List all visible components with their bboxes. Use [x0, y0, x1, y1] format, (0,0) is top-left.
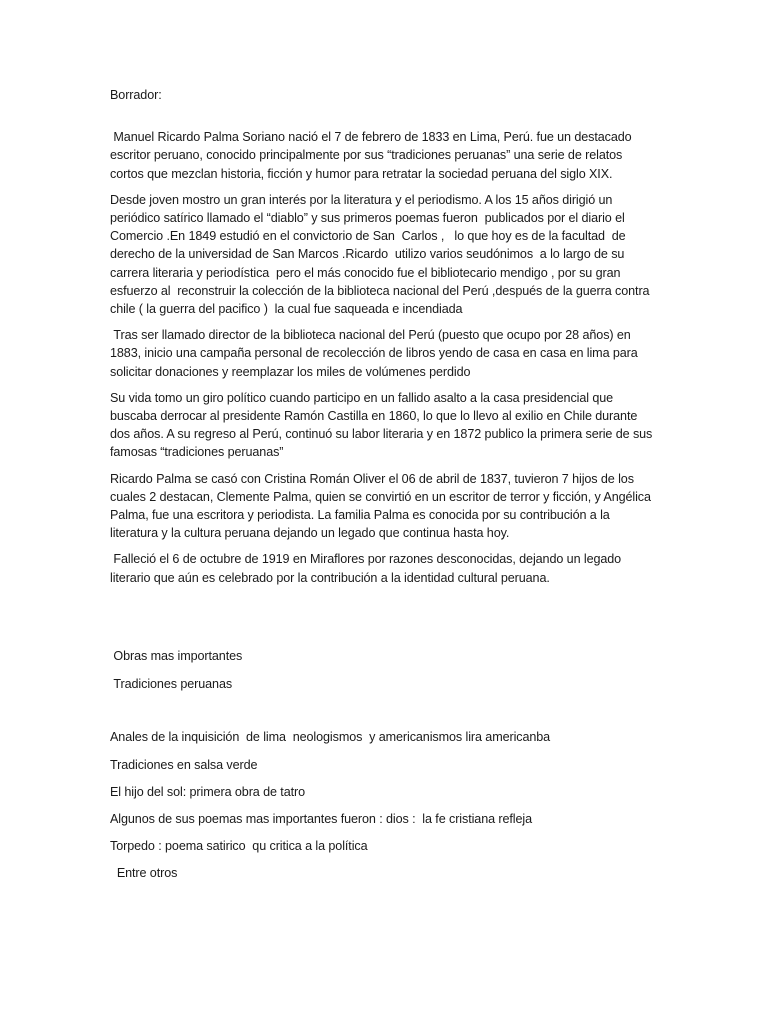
- list-item: Torpedo : poema satirico qu critica a la política: [110, 839, 368, 854]
- list-item: Anales de la inquisición de lima neologismos y americanismos lira americanba: [110, 730, 551, 745]
- works-list: [110, 728, 658, 882]
- list-item: Algunos de sus poemas mas importantes fueron : dios : la fe cristiana refleja: [110, 812, 533, 827]
- paragraph-library: Tras ser llamado director de la biblioteca nacional del Perú (puesto que ocupo por 28 años) en 1883, inicio una campaña personal de recolección de libros yendo de casa en casa en lima para solicitar donaciones y reemplazar los miles de volúmenes perdido: [110, 328, 642, 379]
- draft-heading: Borrador:: [110, 88, 162, 102]
- document-body: [110, 86, 658, 892]
- spacer: [110, 595, 658, 647]
- spacer: [110, 118, 658, 128]
- works-section: [110, 647, 658, 693]
- paragraph-youth: Desde joven mostro un gran interés por la literatura y el periodismo. A los 15 años dirigió un periódico satírico llamado el “diablo” y sus primeros poemas fueron publicados por el diario el Comercio .En 1849 estudió en el convictorio de San Carlos , lo que hoy es de la facultad de derecho de la universidad de San Marcos .Ricardo utilizo varios seudónimos a lo largo de su carrera literaria y periodística pero el más conocido fue el bibliotecario mendigo , por su gran esfuerzo al reconstruir la colección de la biblioteca nacional del Perú ,después de la guerra contra chile ( la guerra del pacifico ) la cual fue saqueada e incendiada: [110, 192, 653, 317]
- paragraph-death: Falleció el 6 de octubre de 1919 en Miraflores por razones desconocidas, dejando un legado literario que aún es celebrado por la contribución a la identidad cultural peruana.: [110, 552, 625, 585]
- list-item: Entre otros: [110, 866, 178, 881]
- paragraph-politics: Su vida tomo un giro político cuando participo en un fallido asalto a la casa presidencial que buscaba derrocar al presidente Ramón Castilla en 1860, lo que lo llevo al exilio en Chile durante dos años. A su regreso al Perú, continuó su labor literaria y en 1872 publico la primera serie de sus famosas “tradiciones peruanas”: [110, 390, 656, 460]
- list-item: El hijo del sol: primera obra de tatro: [110, 784, 306, 799]
- works-item: Tradiciones peruanas: [110, 676, 233, 691]
- paragraph-family: Ricardo Palma se casó con Cristina Román Oliver el 06 de abril de 1837, tuvieron 7 hijos de los cuales 2 destacan, Clemente Palma, quien se convirtió en un escritor de terror y ficción, y Angélica Palma, fue una escritora y periodista. La familia Palma es conocida por su contribución a la literatura y la cultura peruana dejando un legado que continua hasta hoy.: [110, 471, 655, 541]
- works-heading: Obras mas importantes: [110, 648, 243, 663]
- spacer: [110, 702, 658, 728]
- paragraph-birth: Manuel Ricardo Palma Soriano nació el 7 de febrero de 1833 en Lima, Perú. fue un destacado escritor peruano, conocido principalmente por sus “tradiciones peruanas” una serie de relatos cortos que mezclan historia, ficción y humor para retratar la sociedad peruana del siglo XIX.: [110, 130, 635, 181]
- list-item: Tradiciones en salsa verde: [110, 757, 258, 772]
